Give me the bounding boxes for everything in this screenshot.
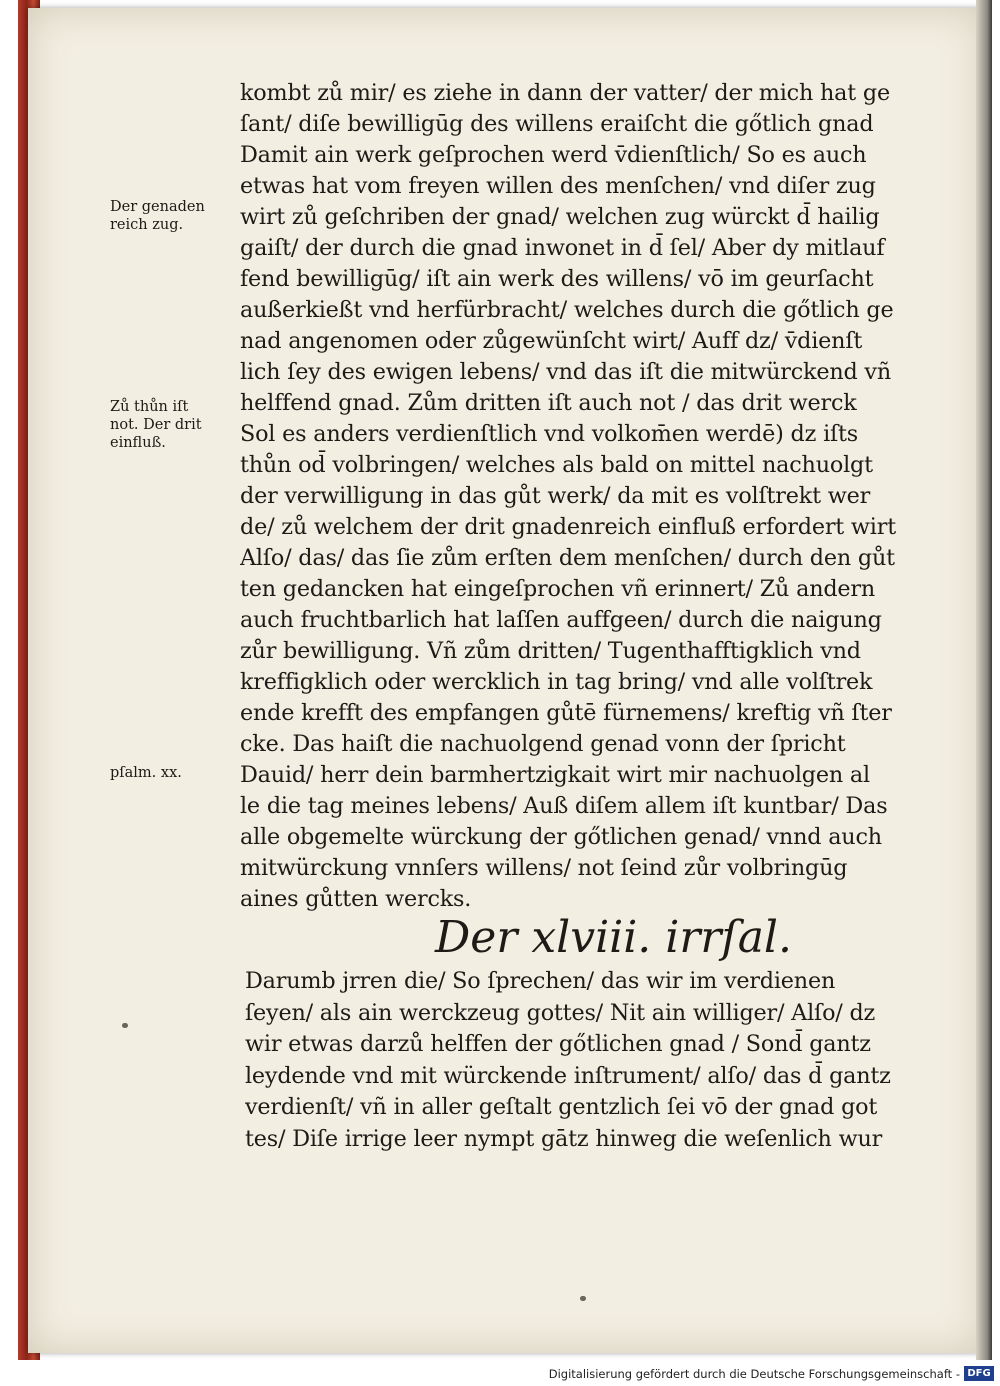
main-text (240, 78, 930, 915)
text-line: kombt zů mir/ es ziehe in dann der vatter/ der mich hat ge (240, 80, 890, 106)
text-line: ten gedancken hat eingeſprochen vñ erinnert/ Zů andern (240, 576, 876, 602)
chapter-heading: Der xlviii. irrſal. (435, 912, 792, 963)
margin-note-2-line-2: not. Der drit (110, 417, 202, 433)
second-text (245, 966, 935, 1155)
margin-note-1 (110, 198, 245, 234)
text-line: gaiſt/ der durch die gnad inwonet in d̄ ſel/ Aber dy mitlauf (240, 235, 885, 261)
text-line: ende krefft des empfangen gůtē fürnemens/ kreftig vñ ſter (240, 700, 892, 726)
text-line: lich ſey des ewigen lebens/ vnd das iſt die mitwürckend vñ (240, 359, 891, 385)
page-edge (976, 0, 992, 1360)
text-line: Alſo/ das/ das ſie zům erſten dem menſchen/ durch den gůt (240, 545, 895, 571)
text-line: alle obgemelte würckung der gőtlichen genad/ vnnd auch (240, 824, 882, 850)
text-line: etwas hat vom freyen willen des menſchen/ vnd diſer zug (240, 173, 876, 199)
text-line: mitwürckung vnnſers willens/ not ſeind zůr volbringūg (240, 855, 848, 881)
text-line: tes/ Diſe irrige leer nympt gātz hinweg die weſenlich wur (245, 1125, 883, 1152)
ink-speck (580, 1296, 586, 1301)
text-line: wirt zů geſchriben der gnad/ welchen zug würckt d̄ hailig (240, 204, 880, 230)
text-line: Darumb jrren die/ So ſprechen/ das wir im verdienen (245, 968, 836, 994)
text-line: helffend gnad. Zům dritten iſt auch not / das drit werck (240, 390, 857, 416)
text-line: kreffigklich oder wercklich in tag bring/ vnd alle volſtrek (240, 669, 873, 695)
margin-note-1-line-1: Der genaden (110, 199, 205, 215)
text-line: Dauid/ herr dein barmhertzigkait wirt mir nachuolgen al (240, 762, 870, 788)
ink-speck (122, 1023, 128, 1028)
text-line: zůr bewilligung. Vñ zům dritten/ Tugenthafftigklich vnd (240, 638, 861, 664)
margin-note-2-line-3: einfluß. (110, 435, 166, 451)
margin-note-3 (110, 764, 245, 782)
text-line: der verwilligung in das gůt werk/ da mit es volſtrekt wer (240, 483, 871, 509)
funding-credit: Digitalisierung gefördert durch die Deutsche Forschungsgemeinschaft - (548, 1367, 960, 1381)
text-line: aines gůtten wercks. (240, 886, 472, 912)
text-line: leydende vnd mit würckende inſtrument/ alſo/ das d̄ gantz (245, 1062, 891, 1089)
text-line: verdienſt/ vñ in aller geſtalt gentzlich ſei vō der gnad got (245, 1094, 878, 1120)
text-line: auch fruchtbarlich hat laſſen auffgeen/ durch die naigung (240, 607, 882, 633)
text-line: ſeyen/ als ain werckzeug gottes/ Nit ain williger/ Alſo/ dz (245, 999, 876, 1026)
text-line: le die tag meines lebens/ Auß diſem allem iſt kuntbar/ Das (240, 793, 888, 819)
text-line: wir etwas darzů helffen der gőtlichen gnad / Sond̄ gantz (245, 1031, 871, 1057)
text-line: thůn od̄ volbringen/ welches als bald on mittel nachuolgt (240, 452, 873, 478)
dfg-logo[interactable]: DFG (964, 1366, 994, 1381)
text-line: nad angenomen oder zůgewünſcht wirt/ Auff dz/ v̄dienſt (240, 328, 863, 354)
text-line: Sol es anders verdienſtlich vnd volkom̄en werdē) dz iſts (240, 421, 859, 447)
margin-note-2 (110, 398, 245, 452)
footer-bar (0, 1364, 1000, 1386)
text-line: ſant/ diſe bewilligūg des willens eraiſcht die gőtlich gnad (240, 111, 874, 137)
margin-note-3-line-1: pſalm. xx. (110, 765, 182, 781)
text-line: de/ zů welchem der drit gnadenreich einfluß erfordert wirt (240, 514, 896, 540)
text-line: fend bewilligūg/ iſt ain werk des willens/ vō im geurſacht (240, 266, 874, 292)
text-line: Damit ain werk geſprochen werd v̄dienſtlich/ So es auch (240, 142, 867, 168)
margin-note-1-line-2: reich zug. (110, 217, 184, 233)
margin-note-2-line-1: Zů thůn iſt (110, 399, 189, 415)
text-line: außerkießt vnd herfürbracht/ welches durch die gőtlich ge (240, 297, 894, 323)
text-line: cke. Das haiſt die nachuolgend genad vonn der ſpricht (240, 731, 846, 757)
